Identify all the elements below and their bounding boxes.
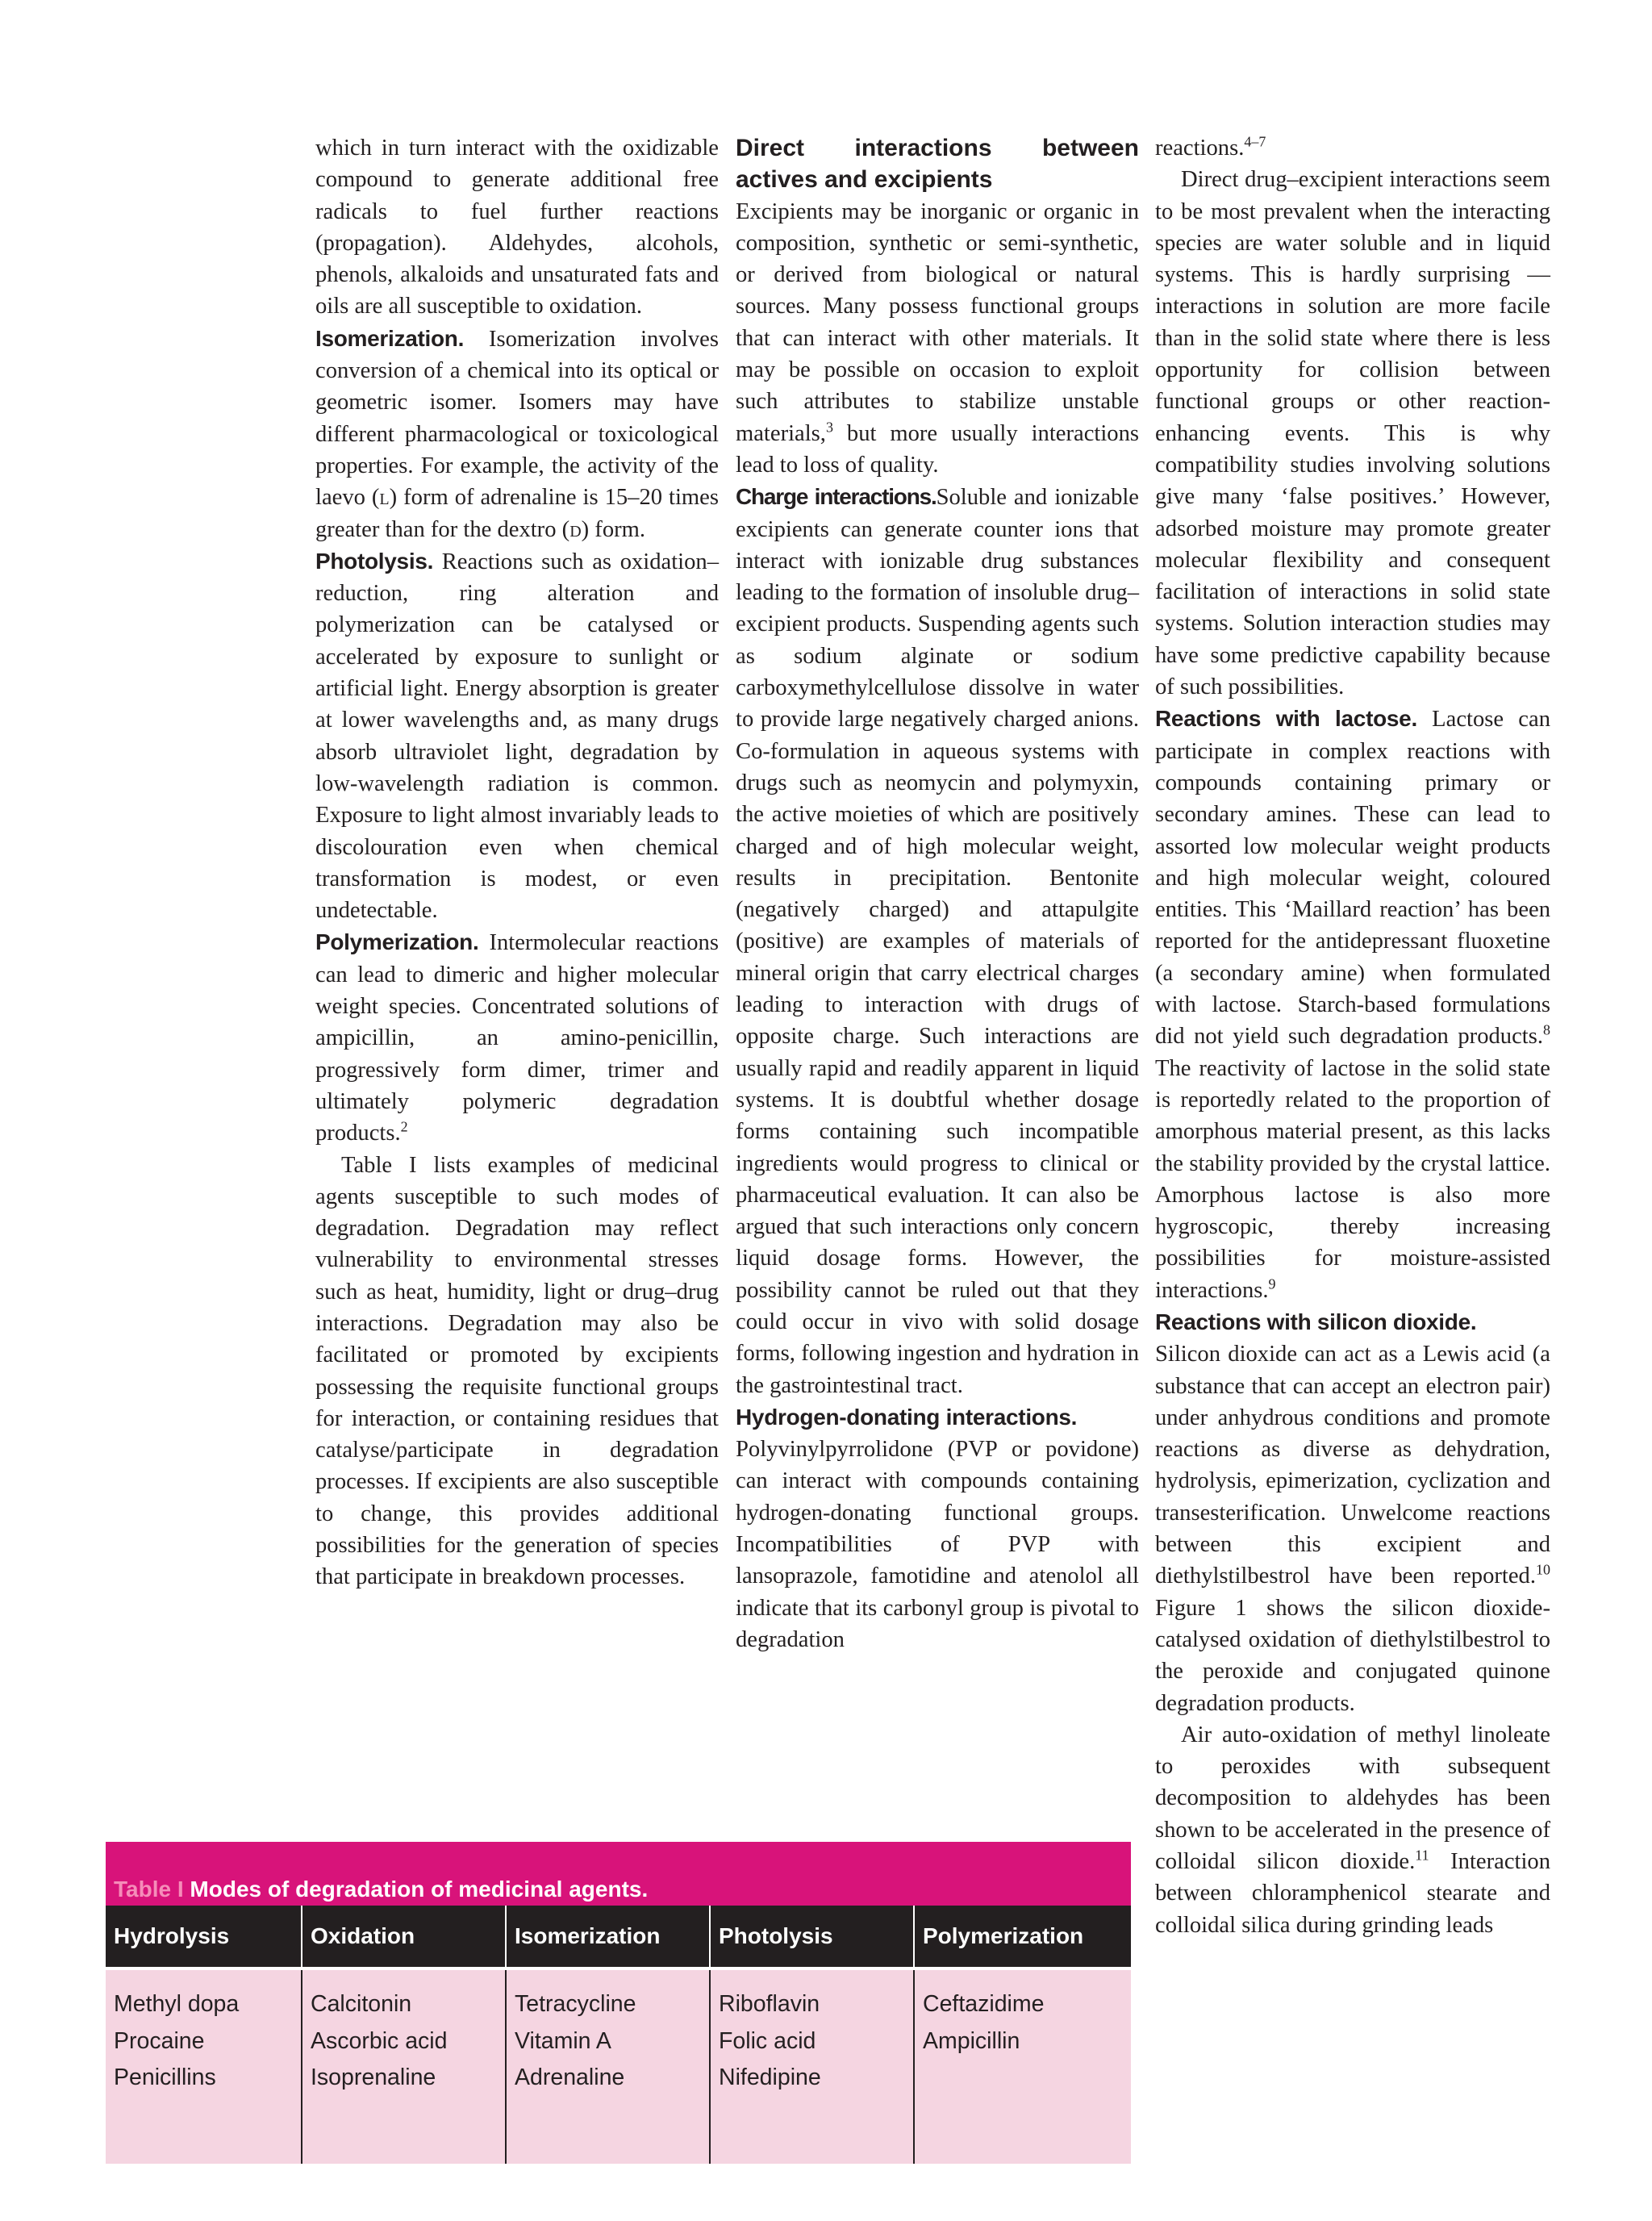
table-column-photolysis	[711, 1970, 915, 2164]
table-body	[106, 1970, 1131, 2164]
run-in-heading-hydrogen: Hydrogen-donating interactions.	[736, 1404, 1078, 1430]
table-column-hydrolysis	[106, 1970, 302, 2164]
paragraph-polymerization	[315, 926, 719, 1149]
excipients-text: Excipients may be inorganic or organic in composition, synthetic or semi-synthetic, or derived from biological or natural sources. Many possess functional groups that can interact with other materials. It may be possible on occasion to exploit such attributes to stabilize unstable materials,	[736, 198, 1139, 446]
isomerization-text-end: ) form.	[581, 516, 646, 542]
paragraph-reactions-end	[1155, 132, 1550, 164]
table-caption	[114, 1877, 648, 1902]
table-cell: Nifedipine	[719, 2064, 821, 2090]
paragraph-direct-drug-excipient: Direct drug–excipient interactions seem to be most prevalent when the interacting species are water soluble and in liquid systems. This is hardly surprising — interactions in solution are more facile than in the solid state where there is less opportunity for collision between functional groups or other reaction-enhancing events. This is why compatibility studies involving solutions give many ‘false positives.’ However, adsorbed moisture may promote greater molecular flexibility and consequent facilitation of interactions in solid state systems. Solution interaction studies may have some predictive capability because of such possibilities.	[1155, 167, 1550, 700]
column-header-photolysis: Photolysis	[711, 1906, 915, 1967]
reactions-text: reactions.	[1155, 136, 1245, 161]
isomerization-text-mid: ) form of adrenaline is 15–20 times greater than for the dextro (	[315, 485, 719, 542]
table-column-isomerization	[507, 1970, 711, 2164]
lactose-text: Lactose can participate in complex reactions with compounds containing primary or secondary amines. These can lead to assorted low molecular weight products and high molecular weight, coloured entities. This ‘Maillard reaction’ has been reported for the antidepressant fluoxetine (a secondary amine) when formulated with lactose. Starch-based formulations did not yield such degradation products.	[1155, 707, 1550, 1050]
paragraph-hydrogen-donating	[736, 1401, 1139, 1655]
paragraph-oxidation-end: which in turn interact with the oxidizable compound to generate additional free radicals to fuel further reactions (propagation). Aldehydes, alcohols, phenols, alkaloids and unsaturated fats and oils are all susceptible to oxidation.	[315, 136, 719, 319]
text-column-3	[1155, 132, 1550, 1941]
text-column-2	[736, 132, 1139, 1655]
table-cell: Ceftazidime	[923, 1991, 1045, 2017]
paragraph-air-oxidation	[1155, 1719, 1550, 1941]
run-in-heading-charge: Charge interactions.	[736, 484, 937, 510]
photolysis-text: Reactions such as oxidation–reduction, ring alteration and polymerization can be catalysed or accelerated by exposure to sunlight or artificial light. Energy absorption is greater at lower wavelengths and, as many drugs absorb ultraviolet light, degradation by low-wavelength radiation is common. Exposure to light almost invariably leads to discolouration even when chemical transformation is modest, or even undetectable.	[315, 549, 719, 924]
silicon-text-end: Figure 1 shows the silicon dioxide-catalysed oxidation of diethylstilbestrol to the peroxide and conjugated quinone degradation products.	[1155, 1595, 1550, 1716]
table-cell: Adrenaline	[515, 2064, 625, 2090]
reference-8: 8	[1543, 1021, 1550, 1038]
reference-10: 10	[1536, 1561, 1550, 1578]
polymerization-text: Intermolecular reactions can lead to dimeric and higher molecular weight species. Concentrated solutions of ampicillin, an amino-penicillin, progressively form dimer, trimer and ultimately polymeric degradation products.	[315, 930, 719, 1146]
isomerization-text: Isomerization involves conversion of a chemical into its optical or geometric isomer. Isomers may have different pharmacological or toxicological properties. For example, the activity of the laevo (	[315, 326, 719, 511]
reference-2: 2	[400, 1118, 408, 1135]
lactose-text-mid: The reactivity of lactose in the solid state is reportedly related to the proportion of amorphous material present, as this lacks the stability provided by the crystal lattice. Amorphous lactose is also more hygroscopic, thereby increasing possibilities for moisture-assisted interactions.	[1155, 1055, 1550, 1303]
table-cell: Isoprenaline	[311, 2064, 436, 2090]
table-cell: Tetracycline	[515, 1991, 636, 2017]
paragraph-photolysis	[315, 545, 719, 927]
section-heading-direct-interactions: Direct interactions between actives and excipients	[736, 135, 1139, 194]
table-label: Table I	[114, 1877, 184, 1902]
reference-4-7: 4–7	[1244, 133, 1266, 150]
reference-3: 3	[825, 419, 833, 436]
column-header-oxidation: Oxidation	[302, 1906, 507, 1967]
table-modes-of-degradation	[106, 1842, 1131, 2164]
run-in-heading-silicon: Reactions with silicon dioxide.	[1155, 1309, 1477, 1334]
paragraph-charge-interactions	[736, 481, 1139, 1401]
laevo-letter: l	[379, 485, 390, 511]
table-cell: Riboflavin	[719, 1991, 820, 2017]
table-title: Modes of degradation of medicinal agents.	[190, 1877, 649, 1902]
dextro-letter: d	[569, 516, 582, 542]
air-oxidation-text-end: Interaction between chloramphenicol stearate and colloidal silica during grinding leads	[1155, 1849, 1550, 1938]
column-header-polymerization: Polymerization	[923, 1923, 1084, 1948]
paragraph-isomerization	[315, 323, 719, 545]
paragraph-lactose	[1155, 703, 1550, 1306]
table-column-oxidation	[302, 1970, 507, 2164]
run-in-heading-isomerization: Isomerization.	[315, 325, 465, 351]
charge-text: Soluble and ionizable excipients can generate counter ions that interact with ionizable drug substances leading to the formation of insoluble drug–excipient products. Suspending agents such as sodium alginate or sodium carboxymethylcellulose dissolve in water to provide large negatively charged anions. Co-formulation in aqueous systems with drugs such as neomycin and polymyxin, the active moieties of which are positively charged and of high molecular weight, results in precipitation. Bentonite (negatively charged) and attapulgite (positive) are examples of materials of mineral origin that carry electrical charges leading to interaction with drugs of opposite charge. Such interactions are usually rapid and readily apparent in liquid systems. It is doubtful whether dosage forms containing such incompatible ingredients would progress to clinical or pharmaceutical evaluation. It can also be argued that such interactions only concern liquid dosage forms. However, the possibility cannot be ruled out that they could occur in vivo with solid dosage forms, following ingestion and hydration in the gastrointestinal tract.	[736, 485, 1139, 1398]
table-cell: Ascorbic acid	[311, 2027, 448, 2054]
table-cell: Penicillins	[114, 2064, 216, 2090]
paragraph-excipients	[736, 196, 1139, 482]
table-cell: Procaine	[114, 2027, 205, 2054]
table-column-polymerization	[915, 1970, 1131, 2164]
table-header-row	[106, 1906, 1131, 1967]
column-header-hydrolysis: Hydrolysis	[106, 1906, 302, 1967]
paragraph-table-reference: Table I lists examples of medicinal agents susceptible to such modes of degradation. Degradation may reflect vulnerability to environmental stresses such as heat, humidity, light or drug–drug interactions. Degradation may also be facilitated or promoted by excipients possessing the requisite functional groups for interaction, or containing residues that catalyse/participate in degradation processes. If excipients are also susceptible to change, this provides additional possibilities for the generation of species that participate in breakdown processes.	[315, 1152, 719, 1590]
run-in-heading-lactose: Reactions with lactose.	[1155, 706, 1417, 732]
table-cell: Vitamin A	[515, 2027, 611, 2054]
paragraph-silicon-dioxide	[1155, 1306, 1550, 1719]
table-cell: Folic acid	[719, 2027, 816, 2054]
table-cell: Calcitonin	[311, 1991, 412, 2017]
air-oxidation-text: Air auto-oxidation of methyl linoleate to peroxides with subsequent decomposition to aldehydes has been shown to be accelerated in the presence of colloidal silicon dioxide.	[1155, 1722, 1550, 1875]
table-caption-bar	[106, 1842, 1131, 1906]
reference-9: 9	[1268, 1275, 1276, 1292]
table-cell: Ampicillin	[923, 2027, 1020, 2054]
run-in-heading-photolysis: Photolysis.	[315, 548, 434, 574]
excipients-text-end: but more usually interactions lead to loss of quality.	[736, 420, 1139, 478]
run-in-heading-polymerization: Polymerization.	[315, 929, 479, 955]
reference-11: 11	[1415, 1847, 1429, 1864]
hydrogen-text: Polyvinylpyrrolidone (PVP or povidone) can interact with compounds containing hydrogen-donating functional groups. Incompatibilities of PVP with lansoprazole, famotidine and atenolol all indicate that its carbonyl group is pivotal to degradation	[736, 1437, 1139, 1652]
column-header-isomerization: Isomerization	[507, 1906, 711, 1967]
text-column-1	[315, 132, 719, 1593]
table-cell: Methyl dopa	[114, 1991, 240, 2017]
silicon-text: Silicon dioxide can act as a Lewis acid (a substance that can accept an electron pair) under anhydrous conditions and promote reactions as diverse as dehydration, hydrolysis, epimerization, cyclization and transesterification. Unwelcome reactions between this excipient and diethylstilbestrol have been reported.	[1155, 1342, 1550, 1589]
